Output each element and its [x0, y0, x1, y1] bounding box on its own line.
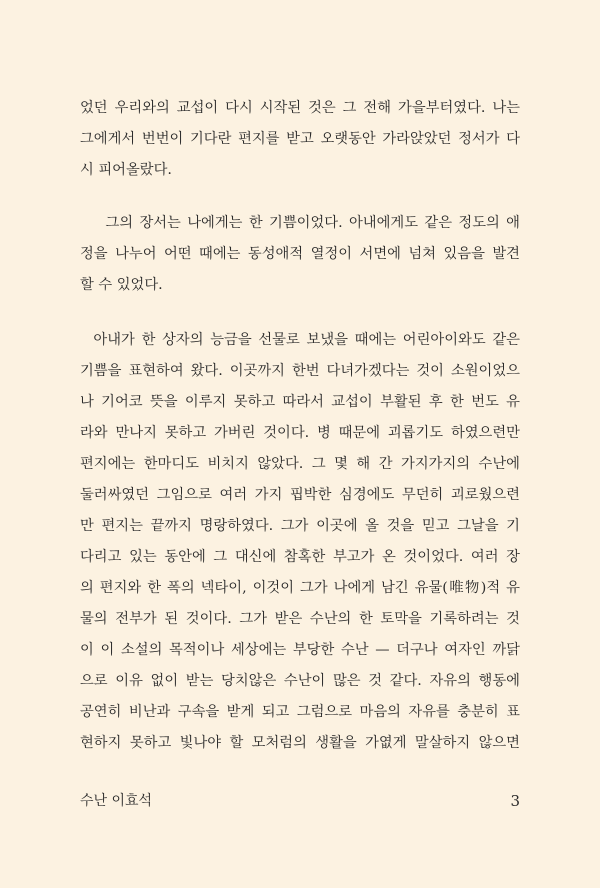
- text-line: 나 기어코 뜻을 이루지 못하고 따라서 교섭이 부활된 후 한 번도 유: [80, 394, 520, 410]
- text-line: 할 수 있었다.: [80, 277, 163, 293]
- text-line: 이 이 소설의 목적이나 세상에는 부당한 수난 — 더구나 여자인 까닭: [80, 642, 520, 658]
- text-line: 었던 우리와의 교섭이 다시 시작된 것은 그 전해 가을부터였다. 나는: [80, 100, 520, 116]
- text-line: 기쁨을 표현하여 왔다. 이곳까지 한번 다녀가겠다는 것이 소원이었으: [80, 363, 520, 379]
- text-line: 의 편지와 한 폭의 넥타이, 이것이 그가 나에게 남긴 유물(唯物)적 유: [80, 580, 520, 596]
- text-line: 그에게서 번번이 기다란 편지를 받고 오랫동안 가라앉았던 정서가 다: [80, 131, 520, 147]
- paragraph-2: [80, 208, 520, 301]
- footer-title: 수난 이효석: [80, 793, 153, 809]
- text-line: 둘러싸였던 그임으로 여러 가지 핍박한 심경에도 무던히 괴로웠으련: [80, 487, 520, 503]
- text-line: 다리고 있는 동안에 그 대신에 참혹한 부고가 온 것이었다. 여러 장: [80, 549, 520, 565]
- text-line: 공연히 비난과 구속을 받게 되고 그럼으로 마음의 자유를 충분히 표: [80, 704, 520, 720]
- text-line: 라와 만나지 못하고 가버린 것이다. 병 때문에 괴롭기도 하였으련만: [80, 425, 520, 441]
- text-line: 정을 나누어 어떤 때에는 동성애적 열정이 서면에 넘쳐 있음을 발견: [80, 246, 520, 262]
- text-line: 그의 장서는 나에게는 한 기쁨이었다. 아내에게도 같은 정도의 애: [80, 215, 520, 231]
- text-line: 편지에는 한마디도 비치지 않았다. 그 몇 해 간 가지가지의 수난에: [80, 456, 520, 472]
- paragraph-1: [80, 93, 520, 186]
- page-number: 3: [510, 792, 520, 810]
- text-line: 만 편지는 끝까지 명랑하였다. 그가 이곳에 올 것을 믿고 그날을 기: [80, 518, 520, 534]
- text-line: 현하지 못하고 빛나야 할 모처럼의 생활을 가엾게 말살하지 않으면: [80, 735, 520, 751]
- text-line: 으로 이유 없이 받는 당치않은 수난이 많은 것 같다. 자유의 행동에: [80, 673, 520, 689]
- paragraph-3: [80, 325, 520, 759]
- text-line: 아내가 한 상자의 능금을 선물로 보냈을 때에는 어린아이와도 같은: [80, 332, 520, 348]
- text-line: 시 피어올랐다.: [80, 162, 172, 178]
- text-line: 물의 전부가 된 것이다. 그가 받은 수난의 한 토막을 기록하려는 것: [80, 611, 520, 627]
